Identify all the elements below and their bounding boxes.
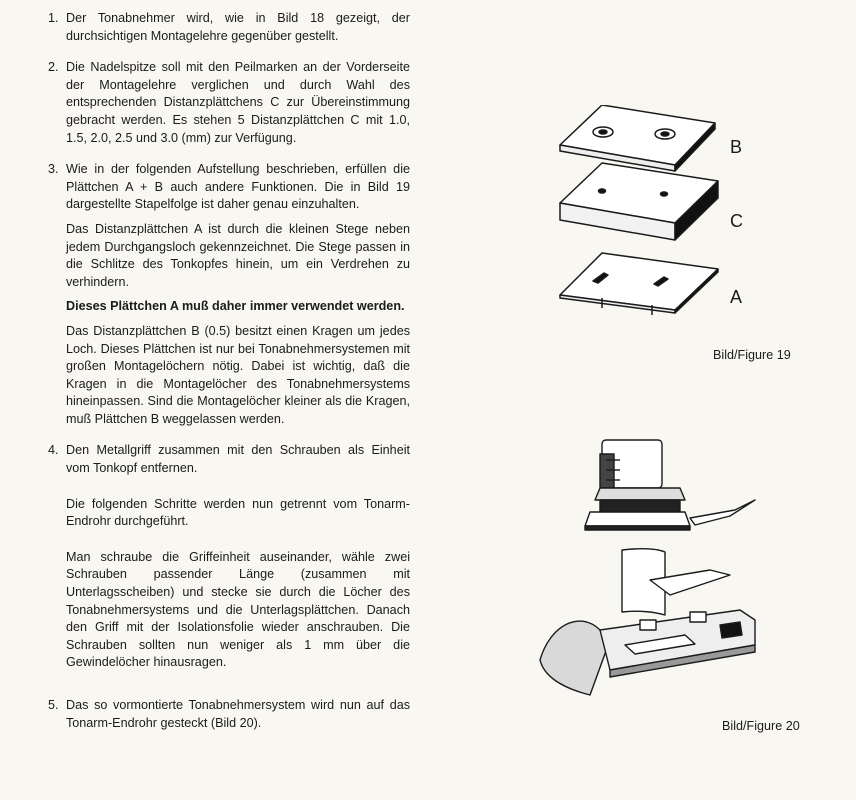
- label-a: A: [730, 287, 743, 307]
- figure-19-illustration: [540, 105, 820, 335]
- paragraph: Der Tonabnehmer wird, wie in Bild 18 gezeigt, der durchsichtigen Montagelehre gegenüber gestellt.: [66, 11, 410, 43]
- cartridge: [585, 440, 755, 530]
- plate-c: [560, 163, 718, 240]
- label-b: B: [730, 137, 743, 157]
- paragraph: Den Metallgriff zusammen mit den Schrauben als Einheit vom Tonkopf entfernen.: [66, 443, 410, 476]
- step-number: 4.: [48, 443, 59, 458]
- step-5: [48, 697, 410, 739]
- plate-a: [560, 253, 718, 315]
- step-number: 5.: [48, 698, 59, 712]
- instruction-column: [48, 10, 410, 746]
- emphasis-paragraph: Dieses Plättchen A muß daher immer verwendet werden.: [66, 299, 405, 314]
- step-2: [48, 59, 410, 154]
- label-c: C: [730, 211, 743, 231]
- step-1: [48, 10, 410, 52]
- plate-b: [560, 105, 715, 171]
- step-3: [48, 161, 410, 435]
- paragraph: Die Nadelspitze soll mit den Peilmarken an der Vorderseite der Montagelehre verglichen und durch Wahl des entsprechenden Distanzplättchens C zur Übereinstimmung gebracht werden. Es stehen 5 Distanzplättchen C mit 1.0, 1.5, 2.0, 2.5 und 3.0 (mm) zur Verfügung.: [66, 60, 410, 145]
- step-number: 2.: [48, 60, 59, 75]
- paragraph: Wie in der folgenden Aufstellung beschrieben, erfüllen die Plättchen A + B auch andere Funktionen. Die in Bild 19 dargestellte Stapelfolge ist daher genau einzuhalten.: [66, 162, 410, 212]
- figure-20-illustration: [530, 430, 780, 700]
- step-number: 1.: [48, 11, 59, 25]
- paragraph: Das Distanzplättchen A ist durch die kleinen Stege neben jedem Durchgangsloch gekennzeichnet. Die Stege passen in die Schlitze des Tonkopfes hinein, um ein Verdrehen zu verhindern.: [66, 221, 410, 289]
- step-number: 3.: [48, 162, 59, 177]
- paragraph: Die folgenden Schritte werden nun getrennt vom Tonarm-Endrohr durchgeführt.: [66, 496, 410, 529]
- figure-19-caption: Bild/Figure 19: [713, 348, 791, 362]
- paragraph: Das so vormontierte Tonabnehmersystem wird nun auf das Tonarm-Endrohr gesteckt (Bild 20).: [66, 698, 410, 730]
- paragraph: Man schraube die Griffeinheit auseinander, wähle zwei Schrauben passender Länge (zusammen mit Unterlagsscheiben) und stecke sie durch die Löcher des Tonabnehmersystems und die Unterlagsplättchen. Danach den Griff mit der Isolationsfolie wieder anschrauben. Die Schrauben sollten nun weniger als 1 mm über die Gewindelöcher hinausragen.: [66, 549, 410, 670]
- paragraph: Das Distanzplättchen B (0.5) besitzt einen Kragen um jedes Loch. Dieses Plättchen ist nur bei Tonabnehmersystemen mit großen Montagelöchern nötig. Dabei ist wichtig, daß die Kragen in die Montagelöcher des Tonabnehmersystems hineinpassen. Sind die Montagelöcher kleiner als die Kragen, muß Plättchen B weggelassen werden.: [66, 323, 410, 426]
- step-4: [48, 442, 410, 690]
- tonearm-tube: [540, 610, 755, 695]
- figure-20-caption: Bild/Figure 20: [722, 719, 800, 733]
